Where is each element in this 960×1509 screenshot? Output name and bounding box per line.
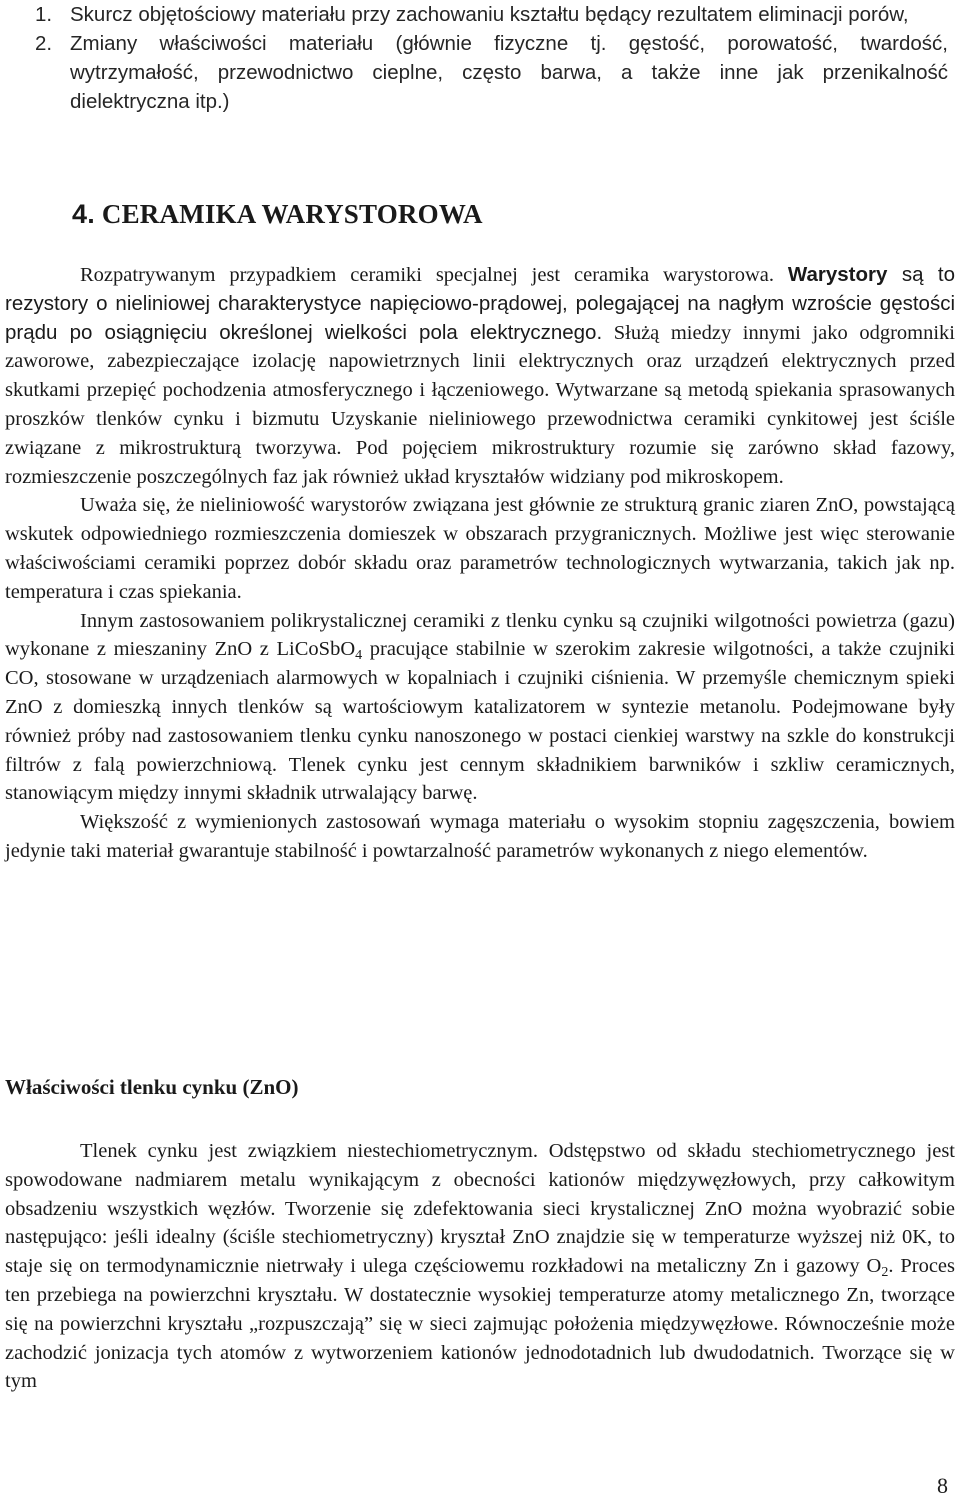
section-body bbox=[5, 1137, 955, 1396]
section-number: 4. bbox=[72, 199, 95, 229]
list-item bbox=[0, 0, 960, 29]
bold-term: Warystory bbox=[787, 263, 888, 286]
section-body bbox=[5, 261, 955, 866]
paragraph bbox=[5, 607, 955, 809]
paragraph-text: Służą miedzy innymi jako odgromniki zaworowe, zabezpieczające izolację napowietrznych linii elektrycznych oraz urządzeń elektrycznych przed skutkami przepięć pochodzenia atmosferycznego i łączeniowego. Wytwarzane są metodą spiekania sprasowanych proszków tlenków cynku i bizmutu Uzyskanie nieliniowego przewodnictwa ceramiki cynkitowej jest ściśle związane z mikrostrukturą tworzywa. Pod pojęciem mikrostruktury rozumie się zarówno skład fazowy, rozmieszczenie poszczególnych faz jak również układ kryształów widziany pod mikroskopem. bbox=[5, 321, 955, 488]
paragraph-text: . Proces ten przebiega na powierzchni kryształu. W dostatecznie wysokiej temperaturze atomy metalicznego Zn, tworzące się na powierzchni kryształu „rozpuszczają” się w sieci zajmując położenia międzywęzłowe. Równocześnie może zachodzić jonizacja tych atomów z wytworzeniem kationów jednodotadnich lub dwudodatnich. Tworzące się w tym bbox=[5, 1255, 955, 1393]
subsection-heading: Właściwości tlenku cynku (ZnO) bbox=[5, 1075, 299, 1099]
list-item bbox=[0, 29, 960, 116]
page-number: 8 bbox=[937, 1473, 948, 1498]
subscript: 2 bbox=[881, 1265, 889, 1281]
paragraph-text: pracujące stabilnie w szerokim zakresie wilgotności, a także czujniki CO, stosowane w urządzeniach alarmowych w kopalniach i czujniki ciśnienia. W przemyśle chemicznym spieki ZnO z domieszką innych tlenków są wartościowym katalizatorem w syntezie metanolu. Podejmowane były również próby nad zastosowaniem tlenku cynku nanoszonego w postaci cienkiej warstwy na szkle do konstrukcji filtrów z falą powierzchniową. Tlenek cynku jest cennym składnikiem barwników i szkliw ceramicznych, stanowiącym między innymi składnik utrwalający barwę. bbox=[5, 638, 956, 805]
numbered-list bbox=[0, 0, 960, 116]
section-title: CERAMIKA WARYSTOROWA bbox=[101, 199, 483, 229]
list-item-number: 1. bbox=[35, 3, 53, 26]
list-item-text: Skurcz objętościowy materiału przy zachowaniu kształtu będący rezultatem eliminacji porów, bbox=[70, 3, 909, 26]
paragraph bbox=[5, 261, 955, 491]
paragraph: Uważa się, że nieliniowość warystorów związana jest głównie ze strukturą granic ziaren ZnO, powstającą wskutek odpowiedniego rozmieszczenia domieszek w obszarach przygranicznych. Możliwe jest więc sterowanie właściwościami ceramiki poprzez dobór składu oraz parametrów technologicznych wytwarzania, takich jak np. temperatura i czas spiekania. bbox=[5, 494, 955, 603]
list-item-number: 2. bbox=[35, 32, 53, 55]
paragraph: Większość z wymienionych zastosowań wymaga materiału o wysokim stopniu zagęszczenia, bowiem jedynie taki materiał gwarantuje stabilność i powtarzalność parametrów wykonanych z niego elementów. bbox=[5, 811, 955, 862]
list-item-text: Zmiany właściwości materiału (głównie fizyczne tj. gęstość, porowatość, twardość, wytrzymałość, przewodnictwo cieplne, często barwa, a także inne jak przenikalność dielektryczna itp.) bbox=[70, 32, 948, 113]
definition-text: są to rezystory o nieliniowej charakterystyce napięciowo-prądowej, polegającej na nagłym wzroście gęstości prądu po osiągnięciu określonej wielkości pola elektrycznego. bbox=[5, 263, 956, 344]
paragraph-text: Innym zastosowaniem polikrystalicznej ceramiki z tlenku cynku są czujniki wilgotności powietrza (gazu) wykonane z mieszaniny ZnO z LiCoSbO bbox=[5, 609, 955, 661]
paragraph bbox=[5, 1137, 955, 1396]
paragraph-intro: Rozpatrywanym przypadkiem ceramiki specjalnej jest ceramika warystorowa. bbox=[80, 264, 774, 286]
subscript: 4 bbox=[355, 648, 363, 664]
paragraph-text: Tlenek cynku jest związkiem niestechiometrycznym. Odstępstwo od składu stechiometrycznego jest spowodowane nadmiarem metalu wynikającym z obecności kationów międzywęzłowych, przy całkowitym obsadzeniu wszystkich węzłów. Tworzenie się zdefektowania sieci krystalicznej ZnO można wyobrazić sobie następująco: jeśli idealny (ściśle stechiometryczny) kryształ ZnO znajdzie się w temperaturze wyższej niż 0K, to staje się on termodynamicznie nietrwały i ulega częściowemu rozkładowi na metaliczny Zn i gazowy O bbox=[5, 1140, 955, 1278]
section-heading bbox=[72, 199, 483, 230]
